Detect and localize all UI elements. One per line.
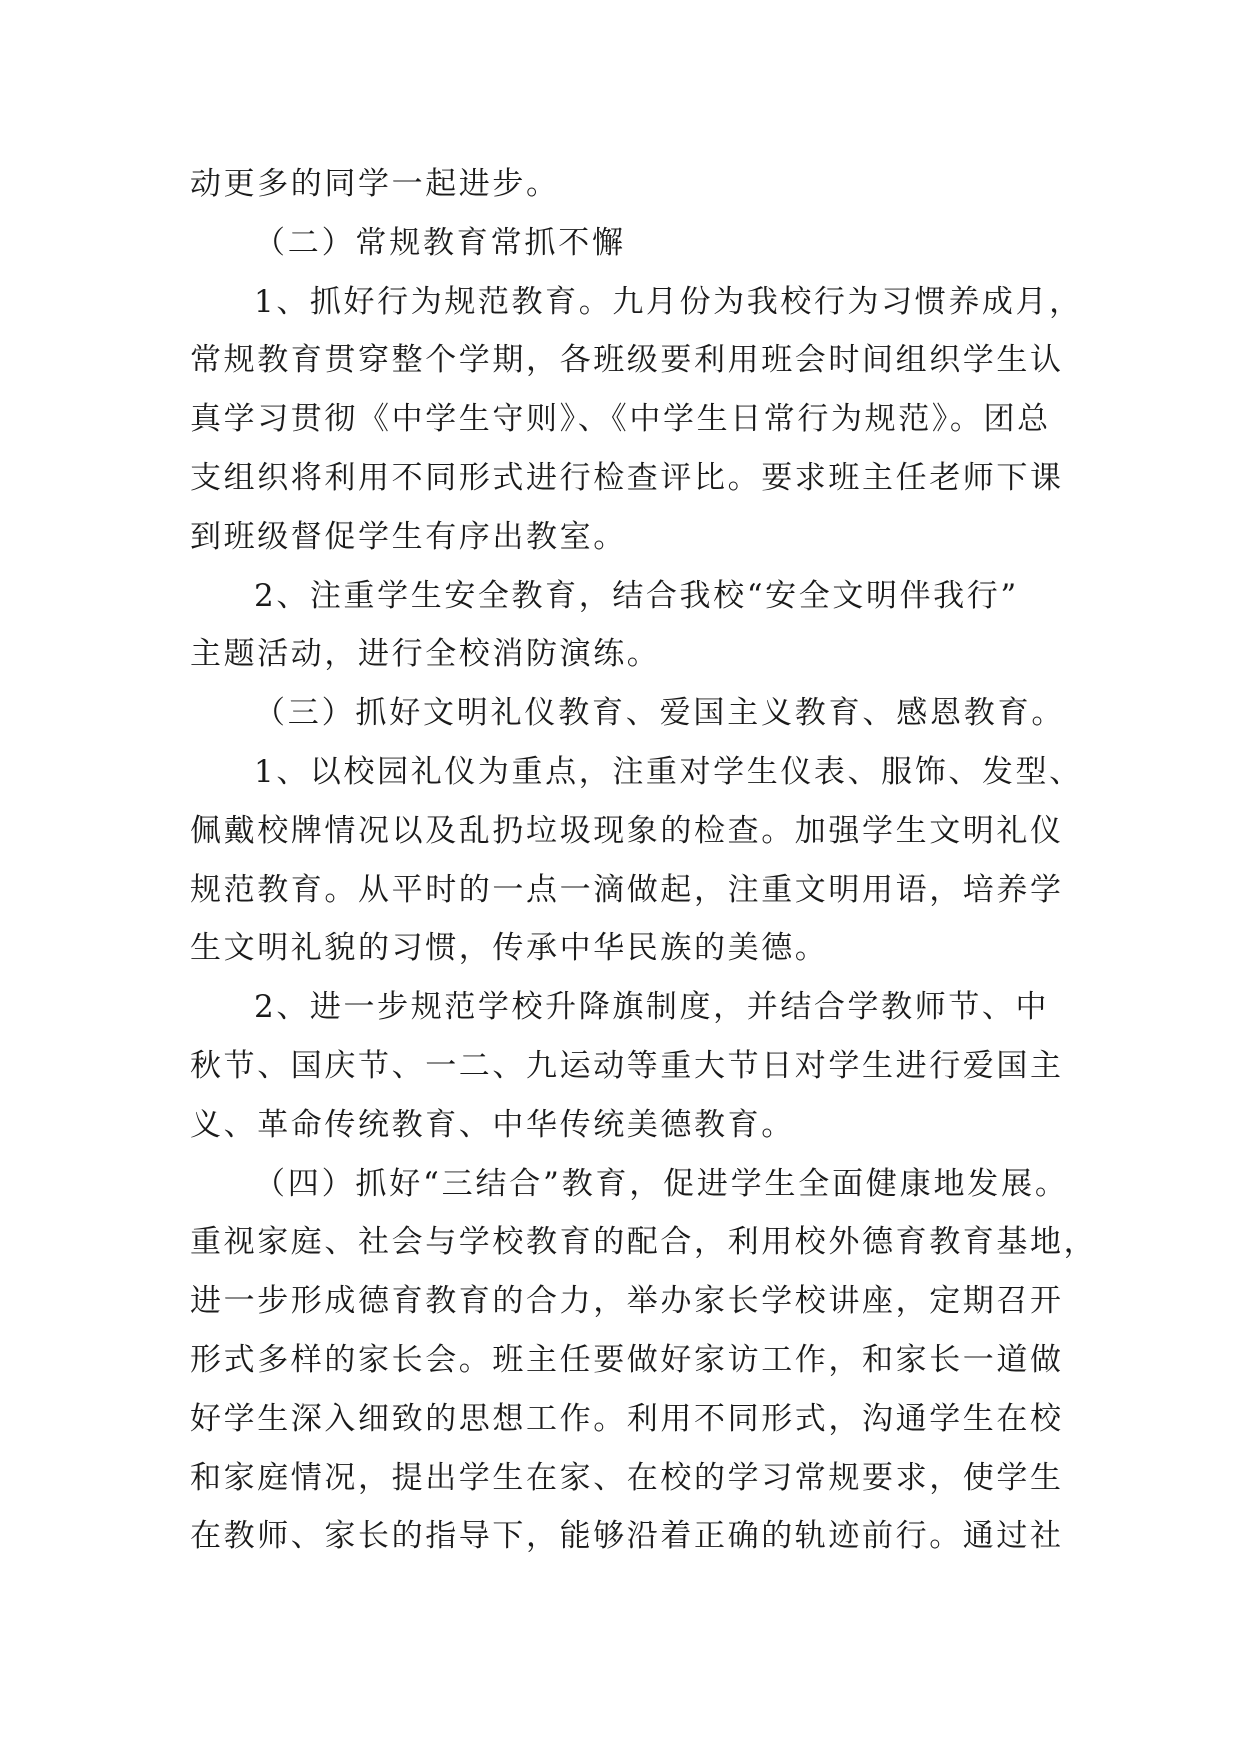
text-line: 主题活动，进行全校消防演练。 [190,636,661,673]
text-line: 佩戴校牌情况以及乱扔垃圾现象的检查。加强学生文明礼仪 [190,812,1064,849]
text-line: 秋节、国庆节、一二、九运动等重大节日对学生进行爱国主 [190,1047,1064,1084]
text-line: 在教师、家长的指导下，能够沿着正确的轨迹前行。通过社 [190,1518,1064,1555]
section-heading: （四）抓好“三结合”教育，促进学生全面健康地发展。 [254,1165,1069,1202]
text-line: 常规教育贯穿整个学期，各班级要利用班会时间组织学生认 [190,342,1064,379]
text-line: 到班级督促学生有序出教室。 [190,518,627,555]
text-line: 好学生深入细致的思想工作。利用不同形式，沟通学生在校 [190,1400,1064,1437]
text-line: 2、进一步规范学校升降旗制度，并结合学教师节、中 [254,989,1050,1026]
text-line: 2、注重学生安全教育，结合我校“安全文明伴我行” [254,577,1019,614]
text-line: 动更多的同学一起进步。 [190,166,560,202]
text-line: 1、抓好行为规范教育。九月份为我校行为习惯养成月， [254,283,1083,320]
section-heading: （二）常规教育常抓不懈 [254,224,626,261]
text-line: 进一步形成德育教育的合力，举办家长学校讲座，定期召开 [190,1283,1064,1320]
text-line: 义、革命传统教育、中华传统美德教育。 [190,1106,795,1143]
text-line: 生文明礼貌的习惯，传承中华民族的美德。 [190,930,829,967]
text-line: 规范教育。从平时的一点一滴做起，注重文明用语，培养学 [190,871,1064,908]
text-line: 重视家庭、社会与学校教育的配合，利用校外德育教育基地， [190,1224,1098,1261]
section-heading: （三）抓好文明礼仪教育、爱国主义教育、感恩教育。 [254,695,1066,732]
text-line: 1、以校园礼仪为重点，注重对学生仪表、服饰、发型、 [254,753,1083,790]
text-line: 支组织将利用不同形式进行检查评比。要求班主任老师下课 [190,459,1064,496]
text-line: 和家庭情况，提出学生在家、在校的学习常规要求，使学生 [190,1459,1064,1496]
text-line: 真学习贯彻《中学生守则》、《中学生日常行为规范》。团总 [190,401,1051,438]
document-body [190,155,1098,1566]
text-line: 形式多样的家长会。班主任要做好家访工作，和家长一道做 [190,1341,1064,1378]
